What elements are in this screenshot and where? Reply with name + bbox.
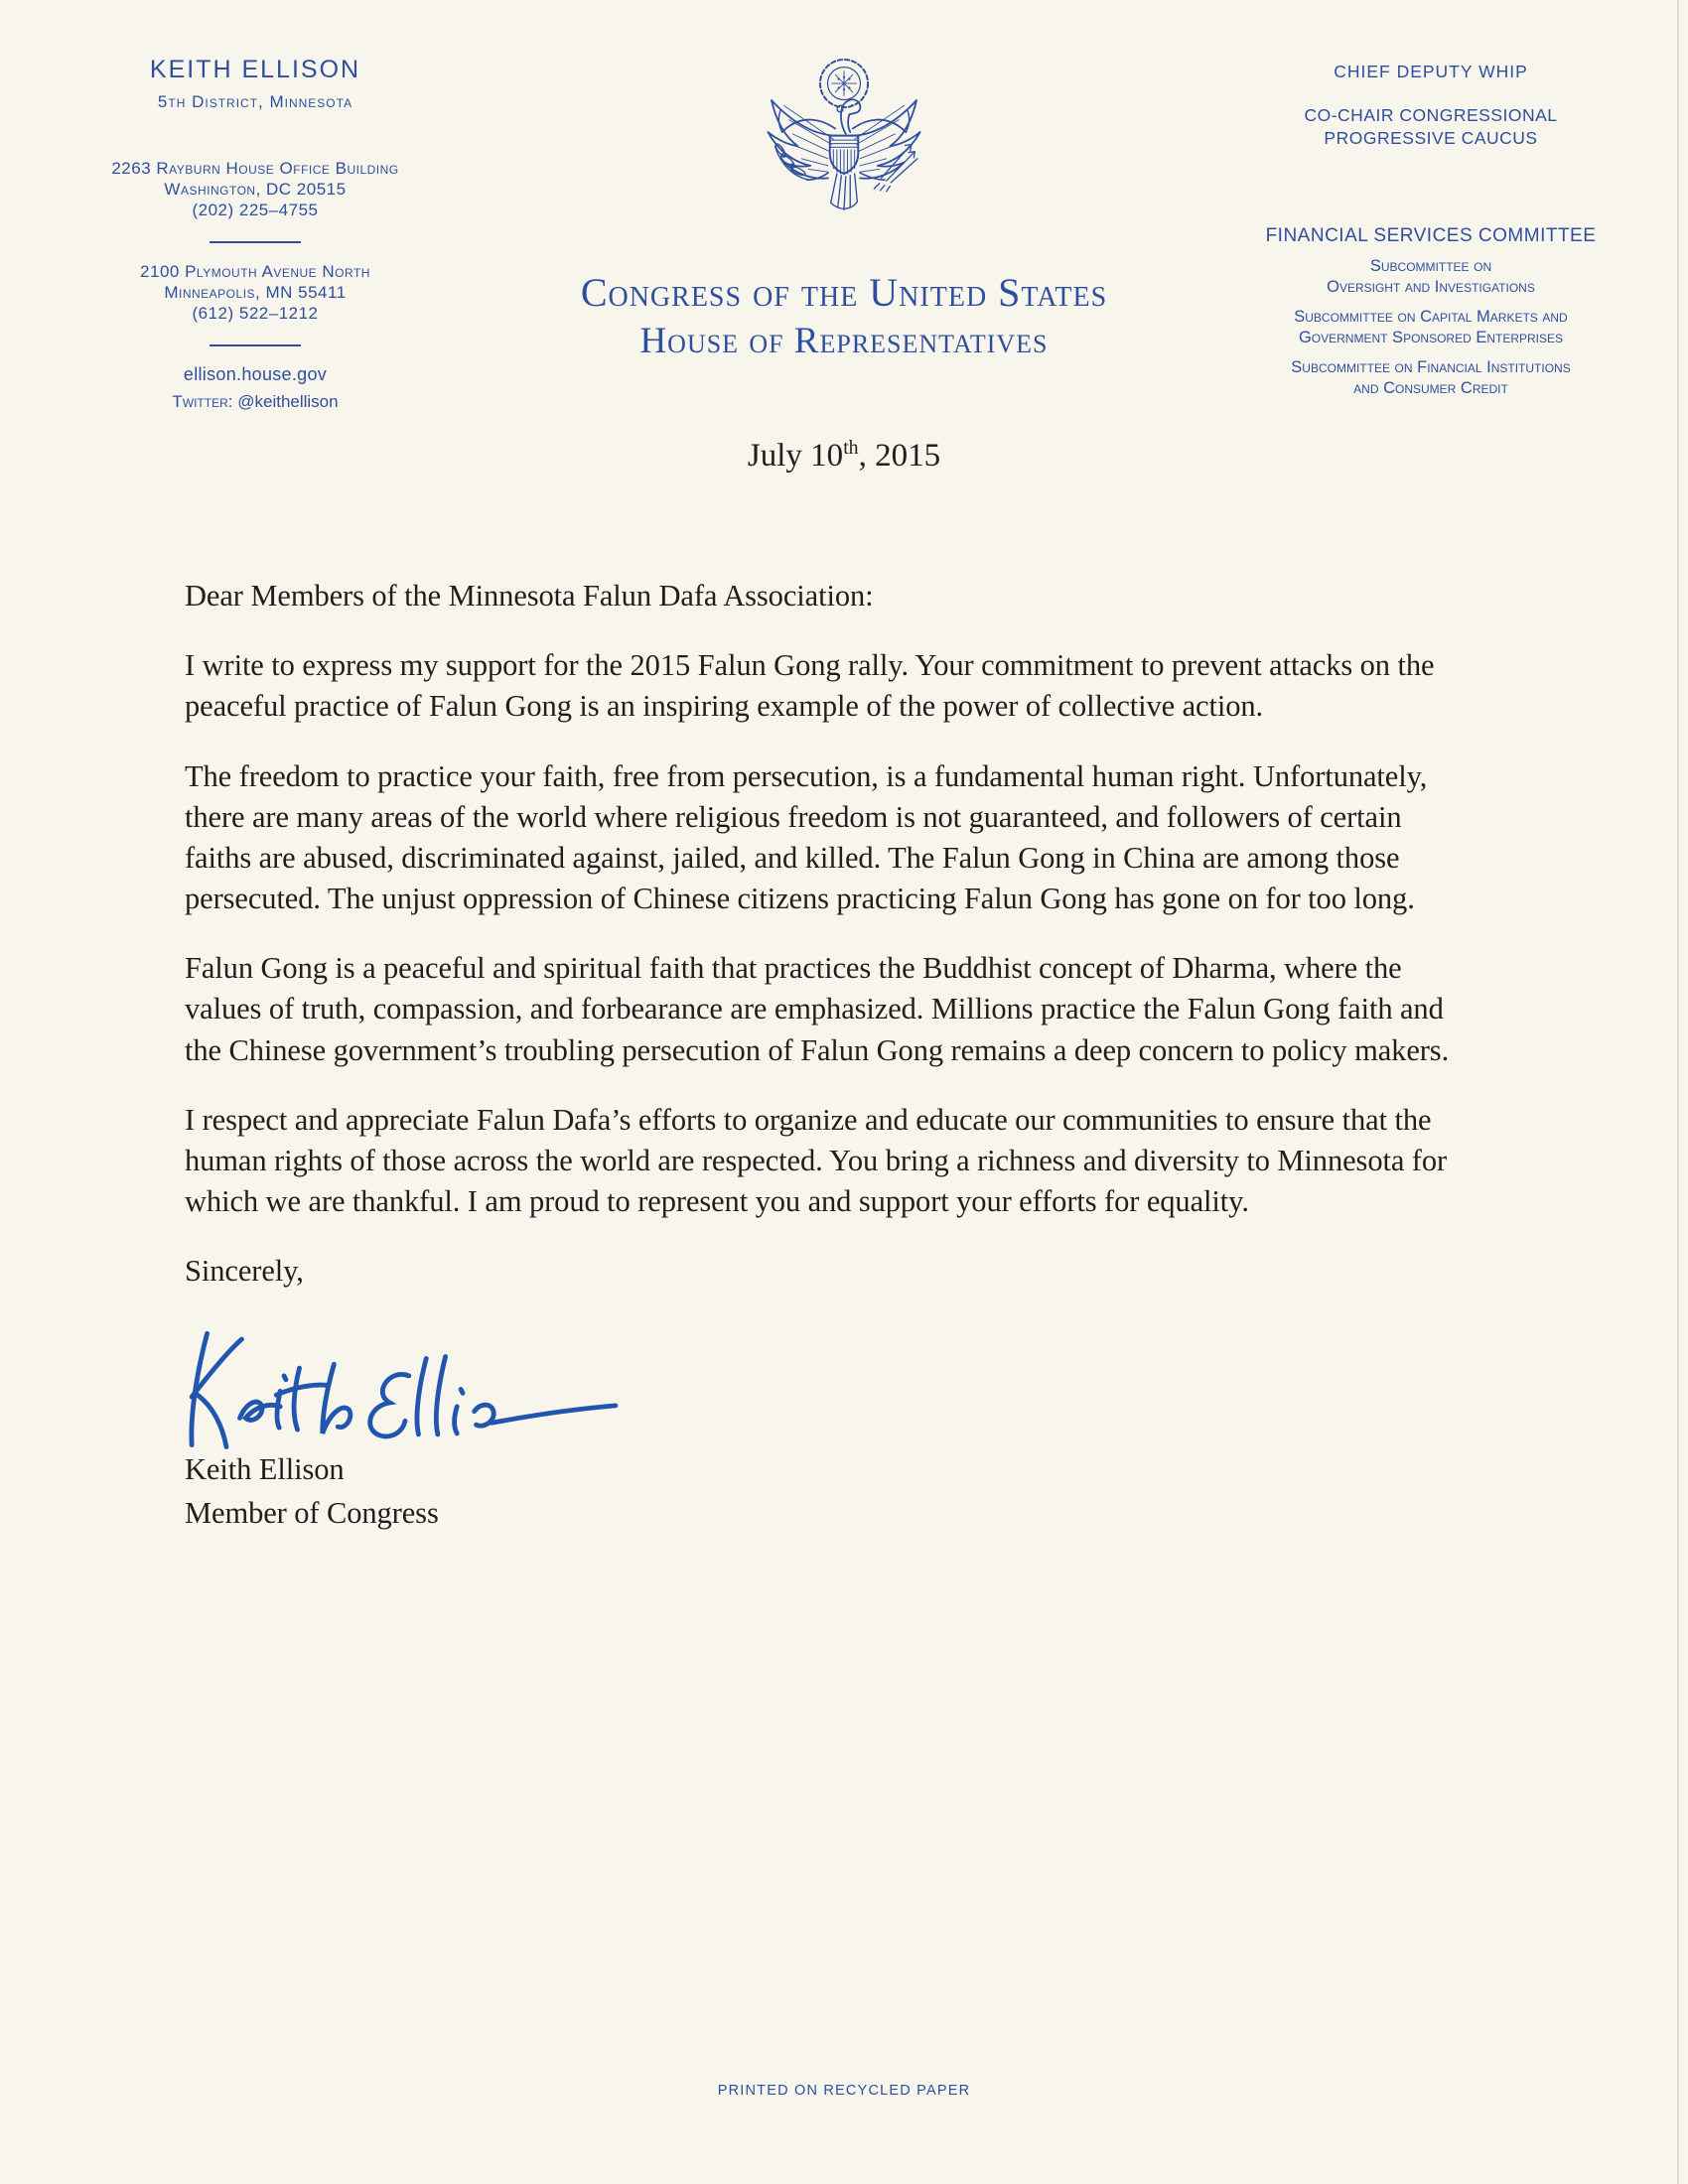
dc-address-line2: Washington, DC 20515 (164, 180, 347, 199)
caucus-line1: CO-CHAIR CONGRESSIONAL (1304, 105, 1558, 125)
committee-name: FINANCIAL SERVICES COMMITTEE (1265, 225, 1597, 246)
subcommittee-line: Government Sponsored Enterprises (1298, 329, 1564, 346)
subcommittee-line: Oversight and Investigations (1327, 278, 1535, 296)
dc-address-line1: 2263 Rayburn House Office Building (111, 159, 399, 178)
divider (210, 241, 301, 243)
letterhead-center (437, 50, 1251, 362)
position-chief-deputy-whip: CHIEF DEPUTY WHIP (1334, 62, 1528, 81)
recycled-paper-note: PRINTED ON RECYCLED PAPER (717, 2083, 971, 2099)
date-ordinal: th (843, 437, 859, 459)
mn-address (52, 261, 459, 324)
subcommittee-line: and Consumer Credit (1353, 379, 1508, 397)
member-district: 5th District, Minnesota (157, 92, 353, 111)
subcommittee-line: Subcommittee on Financial Institutions (1291, 358, 1571, 376)
letterhead-left-column (52, 56, 459, 412)
subcommittee-oversight (1197, 256, 1664, 298)
mn-address-line1: 2100 Plymouth Avenue North (140, 262, 370, 281)
paragraph-1: I write to express my support for the 2015 Falun Gong rally. Your commitment to prevent attacks on the peaceful practice of Falun Gong is an inspiring example of the power of collective action. (185, 648, 1435, 724)
subcommittee-capital-markets (1197, 307, 1664, 348)
salutation: Dear Members of the Minnesota Falun Dafa Association: (185, 579, 874, 613)
position-caucus-cochair (1197, 104, 1664, 150)
dc-address (52, 158, 459, 220)
mn-phone: (612) 522–1212 (192, 304, 319, 323)
house-title: House of Representatives (639, 321, 1049, 361)
date-main: July 10 (747, 438, 844, 474)
date-year: , 2015 (858, 438, 941, 474)
letter-body (185, 576, 1466, 1534)
paragraph-4: I respect and appreciate Falun Dafa’s efforts to organize and educate our communities to ensure that the human rights of those across the world are respected. You bring a richness and diversity to Minnesota for which we are thankful. I am proud to represent you and support your efforts for equality. (185, 1102, 1448, 1219)
scan-edge-artifact (1677, 0, 1679, 2184)
letterhead-right-column (1197, 62, 1664, 399)
handwritten-signature-icon (171, 1312, 637, 1461)
signature-block (185, 1314, 1466, 1453)
mn-address-line2: Minneapolis, MN 55411 (164, 283, 347, 302)
great-seal-eagle-icon (747, 50, 941, 248)
divider (210, 344, 301, 346)
paragraph-3: Falun Gong is a peaceful and spiritual faith that practices the Buddhist concept of Dharma, where the values of truth, compassion, and forbearance are emphasized. Millions practice the Falun Gong faith and the Chinese government’s troubling persecution of Falun Gong remains a deep concern to policy makers. (185, 951, 1450, 1067)
paragraph-2: The freedom to practice your faith, free from persecution, is a fundamental human right. Unfortunately, there are many areas of the world where religious freedom is not guaranteed, and followers of certain faiths are abused, discriminated against, jailed, and killed. The Falun Gong in China are among those persecuted. The unjust oppression of Chinese citizens practicing Falun Gong has gone on for too long. (185, 758, 1428, 916)
dc-phone: (202) 225–4755 (192, 201, 319, 219)
subcommittee-line: Subcommittee on Capital Markets and (1294, 308, 1568, 326)
twitter-line (52, 392, 459, 412)
twitter-handle: @keithellison (237, 392, 339, 411)
closing: Sincerely, (185, 1254, 304, 1289)
subcommittee-line: Subcommittee on (1369, 257, 1492, 275)
signer-name: Keith Ellison (185, 1452, 345, 1487)
letter-date (0, 437, 1688, 475)
twitter-label: Twitter: (172, 392, 233, 411)
caucus-line2: PROGRESSIVE CAUCUS (1324, 128, 1538, 148)
signer-title: Member of Congress (185, 1495, 439, 1530)
congress-title: Congress of the United States (580, 270, 1108, 315)
website-url: ellison.house.gov (183, 364, 328, 384)
member-name: KEITH ELLISON (149, 56, 361, 83)
subcommittee-financial-institutions (1197, 357, 1664, 399)
